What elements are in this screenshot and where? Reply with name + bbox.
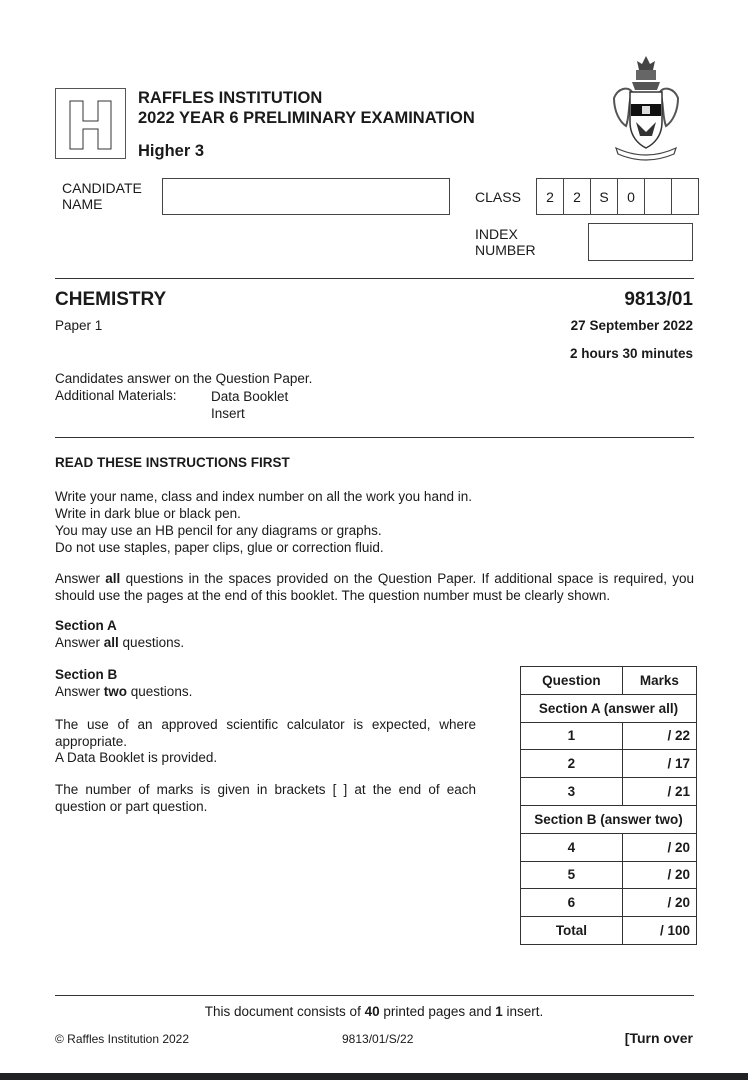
class-label: CLASS — [475, 189, 521, 205]
question-marks: / 20 — [622, 861, 696, 889]
column-header: Marks — [622, 667, 696, 695]
text: questions. — [127, 684, 193, 699]
marks-table — [520, 666, 697, 945]
table-row — [521, 750, 697, 778]
question-number: 5 — [521, 861, 623, 889]
candidate-name-field[interactable] — [162, 178, 450, 215]
emphasis: two — [103, 684, 128, 699]
page-count-note — [0, 1004, 748, 1019]
text: printed pages and — [379, 1004, 496, 1019]
exam-header — [138, 88, 475, 128]
page-count: 40 — [364, 1004, 380, 1019]
class-cell[interactable]: 2 — [537, 179, 564, 214]
candidate-label-line1: CANDIDATE — [62, 180, 142, 196]
table-row — [521, 778, 697, 806]
instruction-line: You may use an HB pencil for any diagrams or graphs. — [55, 523, 382, 538]
question-number: 3 — [521, 778, 623, 806]
divider — [55, 278, 694, 279]
exam-duration: 2 hours 30 minutes — [569, 346, 693, 361]
paper-number: Paper 1 — [55, 318, 103, 333]
section-row — [521, 805, 697, 833]
question-number: 4 — [521, 833, 623, 861]
paper-code: 9813/01 — [624, 289, 693, 310]
text: Answer — [55, 684, 104, 699]
text: Answer — [55, 571, 106, 586]
viewer-bottom-bar — [0, 1073, 748, 1080]
instructions-heading: READ THESE INSTRUCTIONS FIRST — [55, 455, 290, 470]
divider — [55, 437, 694, 438]
total-label: Total — [521, 917, 623, 945]
index-number-field[interactable] — [588, 223, 693, 261]
section-b-instruction — [55, 684, 192, 699]
class-cell[interactable]: 0 — [618, 179, 645, 214]
index-label-line1: INDEX — [475, 226, 518, 242]
turn-over-label: [Turn over — [624, 1030, 693, 1046]
institution-name: RAFFLES INSTITUTION — [138, 89, 323, 107]
text: questions in the spaces provided on the Question Paper. If additional space is required, you should use the pages at the end of this booklet. The question number must be clearly shown. — [55, 571, 694, 603]
school-crest-icon — [606, 52, 686, 166]
text: Answer — [55, 635, 104, 650]
total-marks: / 100 — [622, 917, 696, 945]
section-b-label: Section B (answer two) — [521, 805, 697, 833]
calculator-note: The use of an approved scientific calculator is expected, where appropriate. — [55, 717, 476, 749]
document-reference: 9813/01/S/22 — [342, 1032, 414, 1046]
answer-note: Candidates answer on the Question Paper. — [55, 371, 313, 386]
class-cell[interactable]: S — [591, 179, 618, 214]
footer-divider — [55, 995, 694, 996]
index-number-label — [475, 226, 536, 258]
instructions-list — [55, 488, 472, 556]
table-row — [521, 889, 697, 917]
data-booklet-note: A Data Booklet is provided. — [55, 750, 218, 765]
question-marks: / 20 — [622, 833, 696, 861]
question-marks: / 22 — [622, 722, 696, 750]
class-cell[interactable] — [645, 179, 672, 214]
additional-materials-list — [211, 388, 288, 422]
marks-note: The number of marks is given in brackets [ ] at the end of each question or part question. — [55, 782, 476, 814]
instruction-line: Write in dark blue or black pen. — [55, 506, 241, 521]
class-cell[interactable]: 2 — [564, 179, 591, 214]
section-a-instruction — [55, 635, 184, 650]
question-marks: / 17 — [622, 750, 696, 778]
text: insert. — [502, 1004, 544, 1019]
candidate-name-label — [62, 180, 142, 212]
question-marks: / 21 — [622, 778, 696, 806]
tier-h-icon — [56, 89, 125, 158]
subject-title: CHEMISTRY — [55, 289, 167, 310]
question-number: 6 — [521, 889, 623, 917]
class-field[interactable] — [536, 178, 699, 215]
table-row — [521, 722, 697, 750]
instruction-line: Write your name, class and index number on all the work you hand in. — [55, 489, 472, 504]
instruction-line: Do not use staples, paper clips, glue or correction fluid. — [55, 540, 384, 555]
answer-all-instruction — [55, 570, 694, 604]
exam-level: Higher 3 — [138, 142, 205, 160]
total-row — [521, 917, 697, 945]
copyright: © Raffles Institution 2022 — [55, 1032, 190, 1046]
material-item: Insert — [211, 406, 245, 421]
section-a-heading: Section A — [55, 618, 117, 633]
additional-materials-label: Additional Materials: — [55, 388, 177, 403]
insert-count: 1 — [495, 1004, 503, 1019]
exam-title: 2022 YEAR 6 PRELIMINARY EXAMINATION — [138, 109, 475, 127]
class-cell[interactable] — [672, 179, 699, 214]
section-row — [521, 694, 697, 722]
question-marks: / 20 — [622, 889, 696, 917]
section-b-heading: Section B — [55, 667, 118, 682]
table-row — [521, 833, 697, 861]
table-header-row — [521, 667, 697, 695]
question-number: 1 — [521, 722, 623, 750]
material-item: Data Booklet — [211, 389, 289, 404]
column-header: Question — [521, 667, 623, 695]
emphasis: all — [103, 635, 119, 650]
table-row — [521, 861, 697, 889]
tier-letter-box — [55, 88, 126, 159]
index-label-line2: NUMBER — [475, 242, 536, 258]
text: This document consists of — [204, 1004, 365, 1019]
candidate-label-line2: NAME — [62, 196, 103, 212]
text: questions. — [118, 635, 185, 650]
question-number: 2 — [521, 750, 623, 778]
section-a-label: Section A (answer all) — [521, 694, 697, 722]
emphasis: all — [105, 571, 121, 586]
exam-date: 27 September 2022 — [570, 318, 693, 333]
